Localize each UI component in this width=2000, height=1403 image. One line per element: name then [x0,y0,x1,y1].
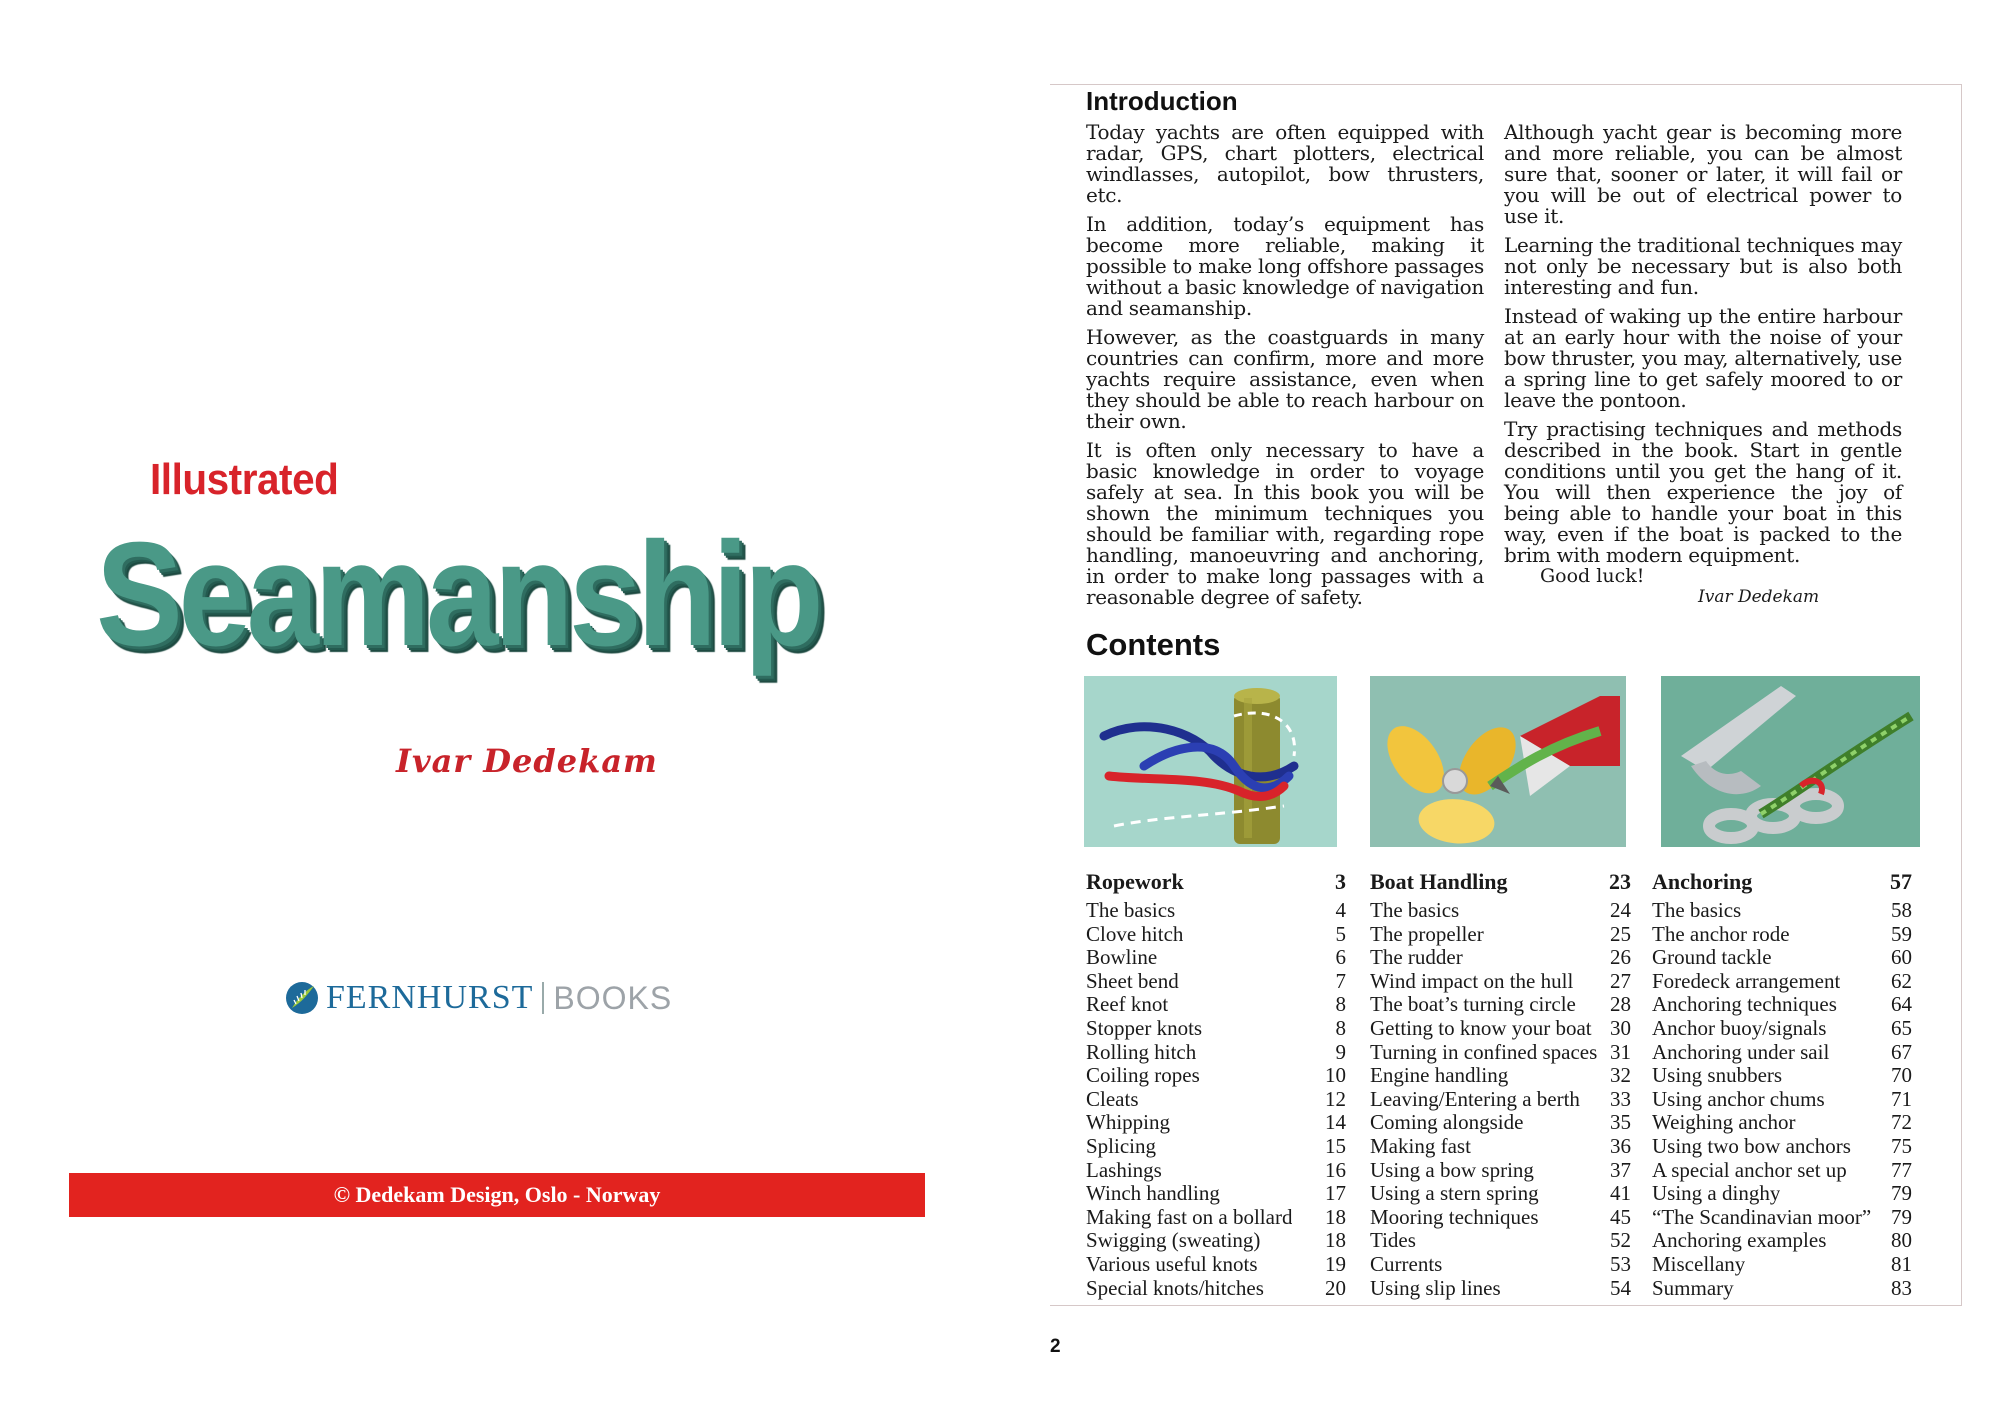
toc-entry-page: 16 [1325,1157,1346,1182]
toc-entry-title: Engine handling [1370,1064,1509,1088]
toc-entry[interactable] [1652,1088,1912,1112]
ropework-illustration [1084,676,1337,847]
toc-entry-title: Currents [1370,1252,1443,1276]
toc-entry[interactable] [1086,1206,1346,1230]
toc-entry[interactable] [1370,970,1631,994]
toc-entry-page: 31 [1610,1039,1631,1064]
toc-entry-page: 12 [1325,1086,1346,1111]
toc-entry[interactable] [1652,970,1912,994]
toc-entry[interactable] [1370,1017,1631,1041]
toc-entry[interactable] [1086,1277,1346,1301]
toc-entry[interactable] [1370,899,1631,923]
toc-entry-title: The propeller [1370,922,1484,946]
toc-entry-page: 17 [1325,1181,1346,1206]
toc-entry[interactable] [1370,1135,1631,1159]
toc-entry[interactable] [1086,1229,1346,1253]
toc-entry[interactable] [1086,1159,1346,1183]
toc-entry-page: 9 [1335,1039,1346,1064]
toc-entry[interactable] [1652,899,1912,923]
toc-entry-page: 36 [1610,1133,1631,1158]
anchoring-illustration [1661,676,1920,847]
signature: Ivar Dedekam [1698,587,1820,607]
toc-entry[interactable] [1086,1182,1346,1206]
toc-entry-page: 25 [1610,921,1631,946]
intro-paragraph: Although yacht gear is becoming more and more reliable, you can be almost sure that, sooner or later, it will fail or you will be out of electrical power to use it. [1504,120,1902,228]
toc-section-page: 57 [1890,869,1912,894]
toc-entry-page: 54 [1610,1275,1631,1300]
toc-entry-page: 30 [1610,1015,1631,1040]
toc-entry[interactable] [1652,1064,1912,1088]
toc-entry-title: Whipping [1086,1111,1170,1135]
toc-entry[interactable] [1370,1088,1631,1112]
toc-entry-page: 59 [1891,921,1912,946]
toc-entry-page: 8 [1335,1015,1346,1040]
cover-title: Seamanship [96,512,820,677]
toc-section-anchoring [1652,870,1912,1300]
toc-entry-page: 7 [1335,968,1346,993]
toc-entry-page: 60 [1891,945,1912,970]
toc-entry-title: Using slip lines [1370,1276,1501,1300]
toc-entry-page: 20 [1325,1275,1346,1300]
toc-entry[interactable] [1370,1159,1631,1183]
toc-entry-title: Tides [1370,1229,1416,1253]
toc-entry[interactable] [1086,1135,1346,1159]
toc-entry[interactable] [1370,1229,1631,1253]
toc-entry[interactable] [1370,923,1631,947]
toc-entry-page: 6 [1335,945,1346,970]
toc-entry-page: 81 [1891,1251,1912,1276]
toc-entry-title: Wind impact on the hull [1370,969,1574,993]
intro-paragraph: However, as the coastguards in many countries can confirm, more and more yachts require assistance, even when they should be able to reach harbour on their own. [1086,325,1484,433]
toc-entry[interactable] [1370,1064,1631,1088]
toc-entry[interactable] [1086,1017,1346,1041]
toc-entry[interactable] [1652,1206,1912,1230]
toc-entry-title: A special anchor set up [1652,1158,1847,1182]
toc-entry-title: Using a dinghy [1652,1182,1781,1206]
toc-entry-title: Using a stern spring [1370,1182,1539,1206]
toc-section-header[interactable] [1086,870,1346,894]
toc-entry-page: 15 [1325,1133,1346,1158]
toc-entry-title: Splicing [1086,1134,1157,1158]
toc-entry-page: 64 [1891,992,1912,1017]
toc-entry-page: 8 [1335,992,1346,1017]
copyright-text: © Dedekam Design, Oslo - Norway [333,1182,661,1207]
toc-entry-title: “The Scandinavian moor” [1652,1205,1872,1229]
toc-entry[interactable] [1652,1229,1912,1253]
toc-entry-page: 19 [1325,1251,1346,1276]
toc-entry-title: Leaving/Entering a berth [1370,1087,1580,1111]
toc-entry-page: 72 [1891,1110,1912,1135]
toc-section-title: Boat Handling [1370,869,1508,894]
toc-entry[interactable] [1086,923,1346,947]
toc-entry-title: Making fast [1370,1134,1471,1158]
toc-entry-title: Lashings [1086,1158,1162,1182]
toc-entry-title: Winch handling [1086,1182,1220,1206]
toc-entry-page: 32 [1610,1063,1631,1088]
toc-entry-title: The basics [1086,899,1176,922]
publisher-imprint: BOOKS [553,979,673,1016]
copyright-band [69,1173,925,1217]
anchor-chain-icon [1661,676,1920,847]
toc-entry-title: Making fast on a bollard [1086,1205,1293,1229]
toc-section-page: 23 [1609,869,1631,894]
toc-entry-title: Ground tackle [1652,946,1772,970]
toc-entry[interactable] [1652,993,1912,1017]
toc-entry-page: 80 [1891,1228,1912,1253]
toc-entry-page: 27 [1610,968,1631,993]
toc-entry-title: Miscellany [1652,1252,1746,1276]
toc-entry-page: 58 [1891,898,1912,922]
toc-entry-title: The anchor rode [1652,922,1790,946]
cover-author: Ivar Dedekam [396,742,658,780]
toc-entry-title: The rudder [1370,946,1463,970]
toc-entry-title: Rolling hitch [1086,1040,1197,1064]
toc-entry-page: 71 [1891,1086,1912,1111]
toc-entry-title: Using anchor chums [1652,1087,1825,1111]
toc-entry-page: 41 [1610,1181,1631,1206]
toc-entry-page: 5 [1335,921,1346,946]
fern-leaf-icon [284,980,320,1016]
toc-entry[interactable] [1652,1041,1912,1065]
toc-entry[interactable] [1370,1277,1631,1301]
toc-entry-title: Getting to know your boat [1370,1016,1592,1040]
toc-entry[interactable] [1086,1088,1346,1112]
toc-entry[interactable] [1652,1159,1912,1183]
toc-section-ropework [1086,870,1346,1300]
toc-entry[interactable] [1652,946,1912,970]
publisher-logo [284,975,672,1021]
toc-entry-title: Bowline [1086,946,1158,970]
toc-entry-page: 10 [1325,1063,1346,1088]
toc-entry-title: The basics [1652,899,1742,922]
intro-paragraph: Today yachts are often equipped with radar, GPS, chart plotters, electrical windlasses, autopilot, bow thrusters, etc. [1086,120,1484,207]
publisher-divider [542,982,544,1014]
toc-section-header[interactable] [1652,870,1912,894]
toc-entry-title: Coming alongside [1370,1111,1524,1135]
toc-entry[interactable] [1086,1111,1346,1135]
toc-entry-title: Special knots/hitches [1086,1276,1264,1300]
toc-entry[interactable] [1086,1064,1346,1088]
toc-entry[interactable] [1652,1017,1912,1041]
toc-entry-title: Turning in confined spaces [1370,1040,1598,1064]
toc-entry-title: Stopper knots [1086,1016,1203,1040]
toc-entry[interactable] [1652,1277,1912,1301]
toc-entry-title: Sheet bend [1086,969,1179,993]
toc-entry[interactable] [1370,1182,1631,1206]
publisher-name: FERNHURST [326,979,534,1016]
toc-entry-title: Swigging (sweating) [1086,1229,1261,1253]
rope-bollard-icon [1084,676,1337,847]
toc-entry-page: 62 [1891,968,1912,993]
toc-entry[interactable] [1086,970,1346,994]
toc-entry-page: 77 [1891,1157,1912,1182]
page-number: 2 [1050,1336,1061,1357]
toc-entry-title: Anchoring under sail [1652,1040,1830,1064]
toc-entry-page: 37 [1610,1157,1631,1182]
propeller-rudder-icon [1370,676,1626,847]
toc-section-title: Ropework [1086,869,1184,894]
toc-entry-title: Anchoring techniques [1652,993,1837,1017]
toc-entry-page: 67 [1891,1039,1912,1064]
toc-entry[interactable] [1086,899,1346,923]
toc-entry-page: 14 [1325,1110,1346,1135]
intro-paragraph: Instead of waking up the entire harbour at an early hour with the noise of your bow thruster, you may, alternatively, use a spring line to get safely moored to or leave the pontoon. [1504,304,1902,412]
toc-entry-title: Various useful knots [1086,1252,1258,1276]
toc-entry-page: 75 [1891,1133,1912,1158]
toc-entry-page: 24 [1610,898,1631,922]
toc-entry-page: 70 [1891,1063,1912,1088]
toc-entry-page: 83 [1891,1275,1912,1300]
toc-entry-page: 52 [1610,1228,1631,1253]
intro-paragraph: Try practising techniques and methods described in the book. Start in gentle conditions until you get the hang of it. You will then experience the joy of being able to handle your boat in this way, even if the boat is packed to the brim with modern equipment. [1504,417,1902,567]
toc-entry-title: Mooring techniques [1370,1205,1539,1229]
intro-left-column [1086,122,1484,616]
toc-entry-title: The basics [1370,899,1460,922]
intro-paragraph: Learning the traditional techniques may not only be necessary but is also both interesting and fun. [1504,233,1902,299]
toc-section-page: 3 [1335,869,1346,894]
closing-text: Good luck! [1540,565,1645,587]
intro-paragraph: It is often only necessary to have a basic knowledge in order to voyage safely at sea. In this book you will be shown the minimum techniques you should be familiar with, regarding rope handling, manoeuvring and anchoring, in order to make long passages with a reasonable degree of safety. [1086,438,1484,609]
toc-entry[interactable] [1370,1041,1631,1065]
intro-paragraph: In addition, today’s equipment has become more reliable, making it possible to make long offshore passages without a basic knowledge of navigation and seamanship. [1086,212,1484,320]
toc-entry-title: Foredeck arrangement [1652,969,1841,993]
toc-entry[interactable] [1370,1253,1631,1277]
toc-entry[interactable] [1370,1206,1631,1230]
toc-entry-title: Clove hitch [1086,922,1184,946]
toc-entry[interactable] [1652,1253,1912,1277]
toc-entry[interactable] [1086,1253,1346,1277]
toc-entry[interactable] [1652,1182,1912,1206]
toc-entry[interactable] [1370,993,1631,1017]
toc-entry[interactable] [1086,1041,1346,1065]
toc-entry[interactable] [1086,993,1346,1017]
toc-entry-page: 79 [1891,1181,1912,1206]
toc-entry-page: 4 [1335,898,1346,922]
toc-entry[interactable] [1652,1111,1912,1135]
toc-entry-title: Weighing anchor [1652,1111,1796,1135]
toc-entry-title: Anchoring examples [1652,1229,1827,1253]
toc-section-header[interactable] [1370,870,1631,894]
toc-entry[interactable] [1652,1135,1912,1159]
toc-section-title: Anchoring [1652,869,1753,894]
toc-entry[interactable] [1086,946,1346,970]
toc-entry-title: Reef knot [1086,993,1169,1017]
toc-entry[interactable] [1652,923,1912,947]
toc-entry-title: Anchor buoy/signals [1652,1016,1827,1040]
toc-entry-title: Using two bow anchors [1652,1134,1851,1158]
toc-entry-page: 35 [1610,1110,1631,1135]
toc-section-boat-handling [1370,870,1631,1300]
toc-entry-page: 79 [1891,1204,1912,1229]
toc-entry-page: 18 [1325,1228,1346,1253]
intro-heading: Introduction [1086,86,1238,116]
toc-entry-title: Using a bow spring [1370,1158,1534,1182]
toc-entry-page: 26 [1610,945,1631,970]
contents-heading: Contents [1086,627,1221,662]
toc-entry-page: 33 [1610,1086,1631,1111]
toc-entry-title: The boat’s turning circle [1370,993,1576,1017]
boat-handling-illustration [1370,676,1626,847]
toc-entry[interactable] [1370,1111,1631,1135]
toc-entry-page: 18 [1325,1204,1346,1229]
toc-entry[interactable] [1370,946,1631,970]
toc-entry-title: Using snubbers [1652,1064,1783,1088]
toc-entry-title: Cleats [1086,1087,1139,1111]
toc-entry-title: Coiling ropes [1086,1064,1200,1088]
intro-right-column [1504,122,1902,574]
toc-entry-title: Summary [1652,1276,1734,1300]
toc-entry-page: 28 [1610,992,1631,1017]
cover-kicker: Illustrated [150,455,339,504]
toc-entry-page: 45 [1610,1204,1631,1229]
toc-entry-page: 53 [1610,1251,1631,1276]
toc-entry-page: 65 [1891,1015,1912,1040]
